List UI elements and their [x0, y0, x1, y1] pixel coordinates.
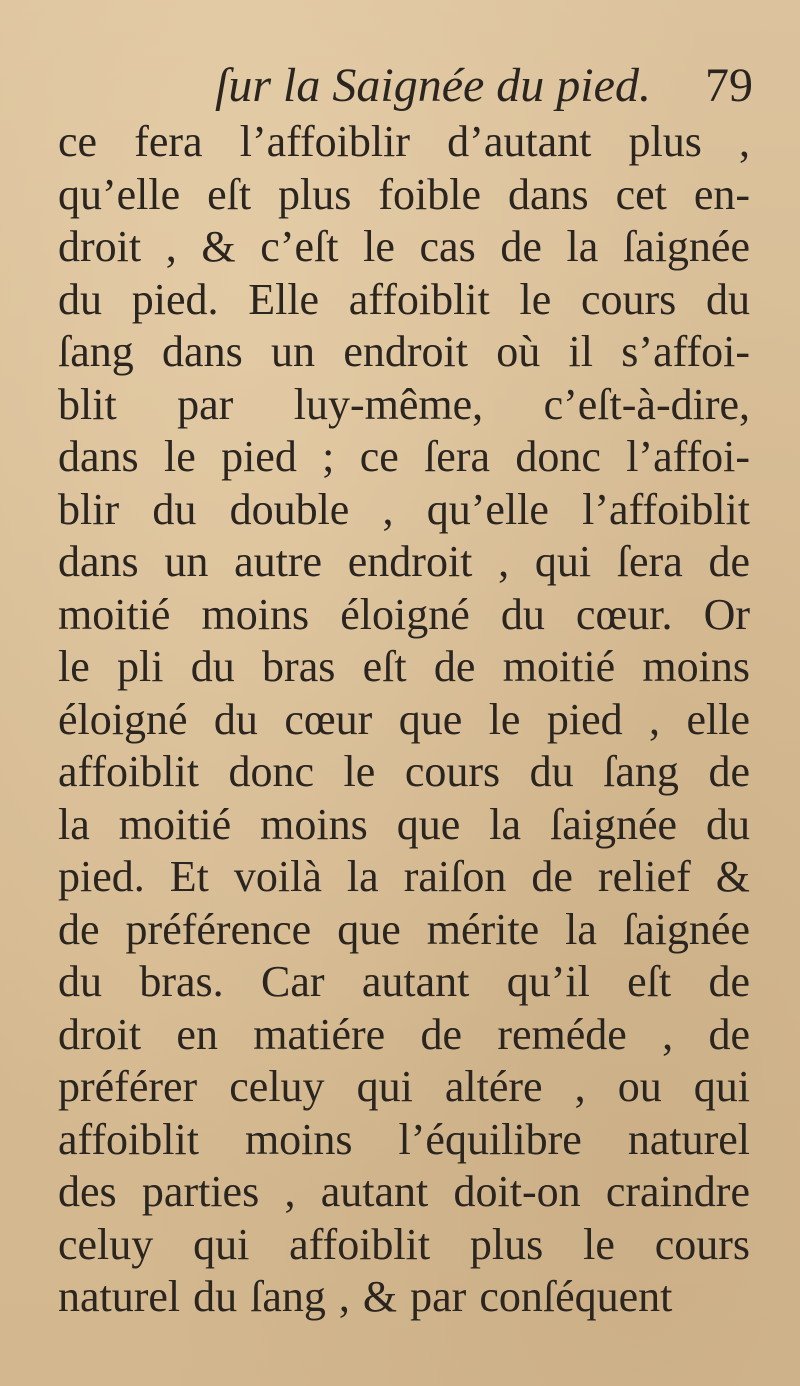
text-line: droit , & c’eſt le cas de la ſaignée	[58, 222, 750, 271]
running-title: ſur la Saignée du pied.	[215, 59, 651, 112]
text-line: le pli du bras eſt de moitié moins	[58, 642, 750, 691]
text-line: dans un autre endroit , qui ſera de	[58, 537, 750, 586]
body-text	[58, 116, 750, 1324]
text-line: préférer celuy qui altére , ou qui	[58, 1062, 750, 1111]
text-line: affoiblit moins l’équilibre naturel	[58, 1114, 750, 1164]
page-number: 79	[705, 59, 753, 112]
text-line: ce fera l’affoiblir d’autant plus ,	[58, 117, 750, 166]
text-line: blit par luy-même, c’eſt-à-dire,	[58, 379, 750, 429]
text-line: dans le pied ; ce ſera donc l’affoi-	[58, 432, 750, 481]
text-line: éloigné du cœur que le pied , elle	[58, 694, 750, 744]
text-line: pied. Et voilà la raiſon de relief &	[58, 852, 750, 901]
text-line: blir du double , qu’elle l’affoiblit	[58, 484, 750, 534]
text-line: moitié moins éloigné du cœur. Or	[58, 589, 750, 639]
text-line: la moitié moins que la ſaignée du	[58, 799, 750, 849]
text-line: qu’elle eſt plus foible dans cet en-	[58, 169, 750, 219]
text-line: affoiblit donc le cours du ſang de	[58, 747, 750, 796]
text-line: droit en matiére de reméde , de	[58, 1009, 750, 1059]
text-line: celuy qui affoiblit plus le cours	[58, 1219, 750, 1269]
text-line: de préférence que mérite la ſaignée	[58, 904, 750, 954]
text-line: du pied. Elle affoiblit le cours du	[58, 274, 750, 324]
running-head	[215, 56, 753, 116]
text-line: ſang dans un endroit où il s’affoi-	[58, 327, 750, 376]
text-line: naturel du ſang , & par conſéquent	[58, 1272, 673, 1321]
text-line: du bras. Car autant qu’il eſt de	[58, 957, 750, 1006]
text-line: des parties , autant doit-on craindre	[58, 1167, 750, 1216]
